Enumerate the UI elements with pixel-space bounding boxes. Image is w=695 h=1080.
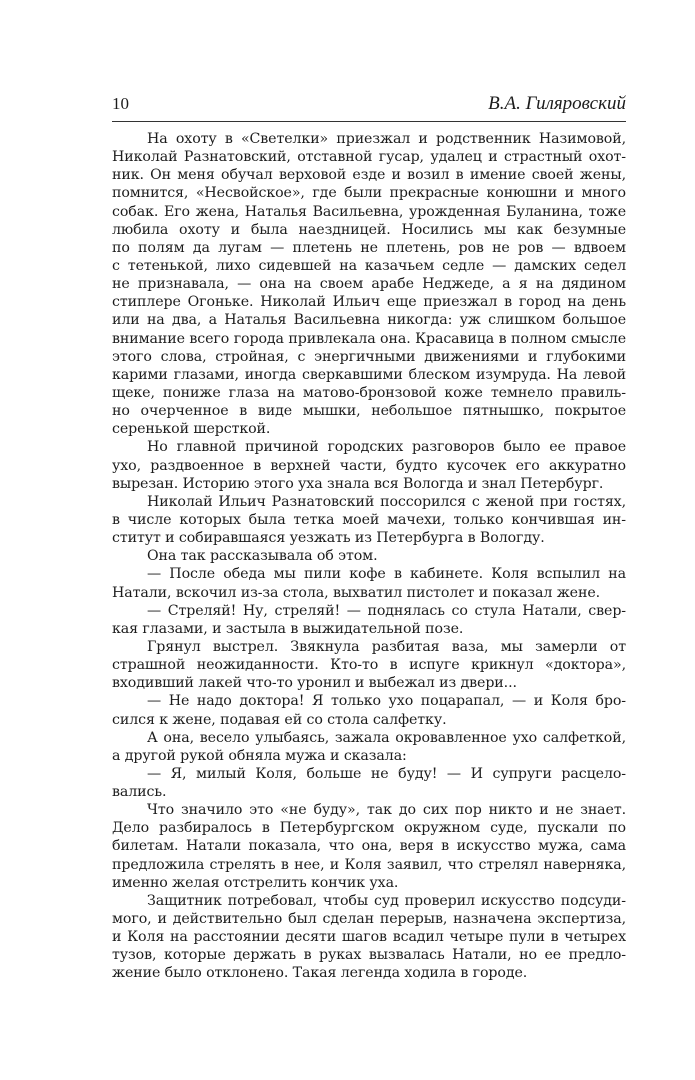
paragraph [112,565,626,601]
paragraph [112,130,626,438]
paragraph [112,602,626,638]
text-line: или на два, а Наталья Васильевна никогда: уж слишком большое [112,312,626,329]
text-line: но очерченное в виде мышки, небольшое пятнышко, покрытое [112,403,626,420]
text-line: в числе которых была тетка моей мачехи, только кончившая ин- [112,511,626,528]
body-text [112,130,626,983]
text-line: стиплере Огоньке. Николай Ильич еще приезжал в город на день [112,294,626,311]
text-line: любила охоту и была наездницей. Носились мы как безумные [112,221,626,238]
paragraph [112,892,626,983]
paragraph [112,493,626,547]
paragraph [112,547,626,565]
text-line: Что значило это «не буду», так до сих пор никто и не знает. [147,802,626,819]
paragraph [112,692,626,728]
text-line: вырезан. Историю этого уха знала вся Вологда и знал Петербург. [112,475,604,492]
text-line: входивший лакей что-то уронил и выбежал из двери... [112,675,517,692]
page-number: 10 [112,94,129,113]
text-line: На охоту в «Светелки» приезжал и родственник Назимовой, [147,131,626,147]
text-line: щеке, пониже глаза на матово-бронзовой коже темнело правиль- [112,384,626,401]
text-line: Грянул выстрел. Звякнула разбитая ваза, мы замерли от [147,638,626,655]
text-line: ухо, раздвоенное в верхней части, будто кусочек его аккуратно [112,457,626,474]
text-line: страшной неожиданности. Кто-то в испуге крикнул «доктора», [112,657,626,674]
text-line: — Стреляй! Ну, стреляй! — поднялась со стула Натали, свер- [147,602,626,619]
text-line: — Не надо доктора! Я только ухо поцарапал, — и Коля бро- [147,693,626,710]
text-line: а другой рукой обняла мужа и сказала: [112,747,407,764]
text-line: Дело разбиралось в Петербургском окружном суде, пускали по [112,820,626,837]
text-line: помнится, «Несвойское», где были прекрасные конюшни и много [112,185,626,202]
text-line: внимание всего города привлекала она. Красавица в полном смысле [112,330,626,347]
header-rule [112,121,626,122]
text-line: тузов, которые держать в руках вызвалась Натали, но ее предло- [112,947,626,964]
text-line: Николай Ильич Разнатовский поссорился с женой при гостях, [147,493,626,510]
text-line: — Я, милый Коля, больше не буду! — И супруги расцело- [147,765,626,782]
text-line: по полям да лугам — плетень не плетень, ров не ров — вдвоем [112,239,626,256]
text-line: вались. [112,784,167,801]
text-line: серенькой шерсткой. [112,421,271,438]
paragraph [112,729,626,765]
text-line: ник. Он меня обучал верховой езде и возил в имение своей жены, [112,167,626,184]
text-line: Но главной причиной городских разговоров было ее правое [147,439,626,456]
paragraph [112,638,626,692]
text-line: А она, весело улыбаясь, зажала окровавленное ухо салфеткой, [147,729,626,746]
running-head [112,92,626,116]
text-line: мого, и действительно был сделан перерыв, назначена экспертиза, [112,911,626,928]
paragraph [112,765,626,801]
text-line: Защитник потребовал, чтобы суд проверил искусство подсуди- [147,892,626,909]
text-line: — После обеда мы пили кофе в кабинете. Коля вспылил на [147,566,626,583]
text-line: кая глазами, и застыла в выжидательной позе. [112,620,464,637]
text-line: Натали, вскочил из-за стола, выхватил пистолет и показал жене. [112,584,601,601]
text-line: сился к жене, подавая ей со стола салфетку. [112,711,447,728]
text-line: именно желая отстрелить кончик уха. [112,874,399,891]
text-line: собак. Его жена, Наталья Васильевна, урожденная Буланина, тоже [112,203,626,220]
paragraph [112,438,626,492]
paragraph [112,801,626,892]
text-line: Николай Разнатовский, отставной гусар, удалец и страстный охот- [112,149,626,166]
text-line: с тетенькой, лихо сидевшей на казачьем седле — дамских седел [112,257,626,274]
text-line: этого слова, стройная, с энергичными движениями и глубокими [112,348,626,365]
text-line: ститут и собиравшаяся уезжать из Петербурга в Вологду. [112,530,545,547]
text-line: не признавала, — она на своем арабе Неджеде, а я на дядином [112,276,626,293]
text-line: билетам. Натали показала, что она, веря в искусство мужа, сама [112,838,626,855]
text-line: Она так рассказывала об этом. [147,548,378,565]
text-line: и Коля на расстоянии десяти шагов всадил четыре пули в четырех [112,929,626,946]
text-line: карими глазами, иногда сверкавшими блеском изумруда. На левой [112,366,626,383]
running-head-author: В.А. Гиляровский [488,93,626,114]
text-line: предложила стрелять в нее, и Коля заявил, что стрелял наверняка, [112,856,626,873]
text-line: жение было отклонено. Такая легенда ходила в городе. [112,965,528,982]
